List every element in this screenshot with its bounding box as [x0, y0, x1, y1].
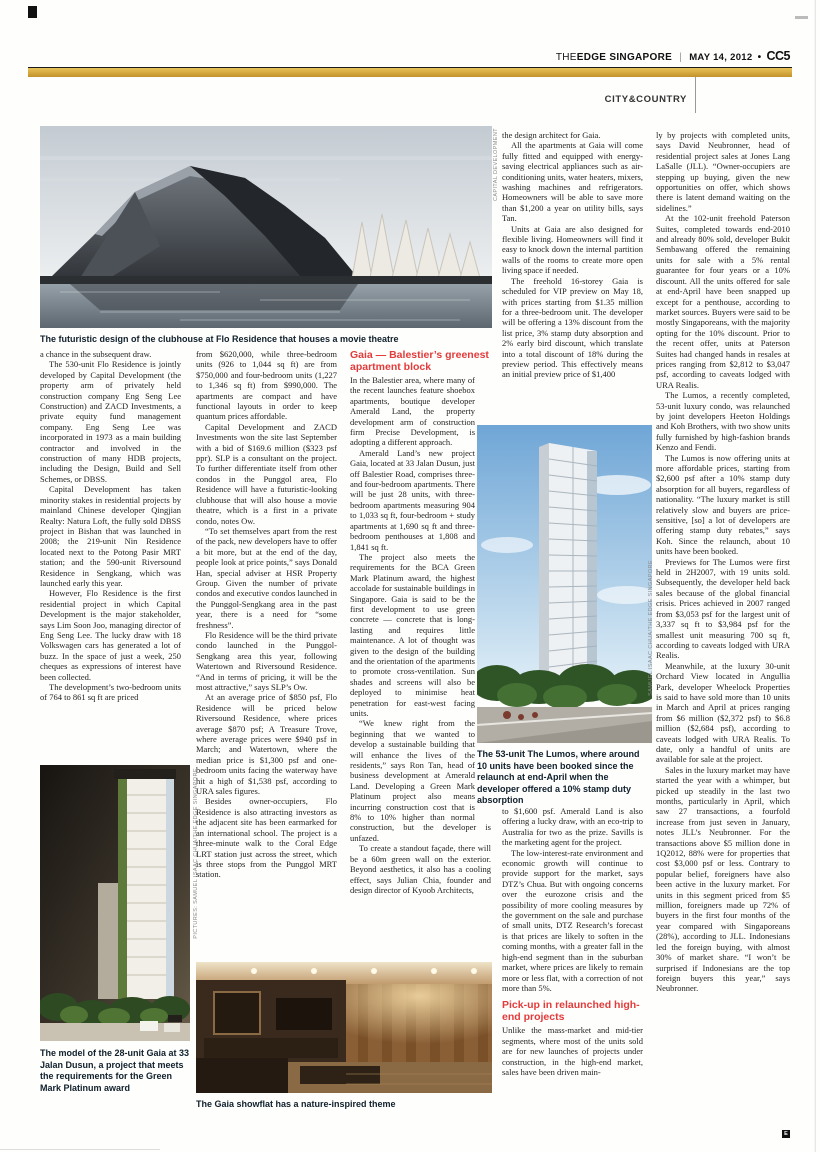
article-column-4-top — [502, 130, 643, 380]
page-code: CC5 — [766, 49, 790, 63]
end-of-article-marker: E — [782, 1130, 790, 1138]
paragraph: Previews for The Lumos were first held in 2H2007, with 19 units sold. Subsequently, the developer held back sales because of the global financial crisis. Prices achieved in 2007 ranged from $3,053 psf for the largest unit of 3,337 sq ft to $3,984 psf for the smallest unit measuring 700 sq ft, according to caveats lodged with URA Realis. — [656, 556, 790, 661]
paragraph: Meanwhile, at the luxury 30-unit Orchard View located in Angullia Park, developer Wheelock Properties is said to have sold more than 10 units in March and April at prices ranging from $6 million ($2,372 psf) to $6.8 million ($2,684 psf), according to caveats lodged with URA Realis. To date, only a handful of units are available for sale at the project. — [656, 660, 790, 765]
gaia-model-image — [40, 765, 190, 1041]
hero-photo — [40, 126, 492, 328]
pickup-subheading: Pick-up in relaunched high-end projects — [502, 999, 640, 1024]
column-3-paragraphs — [350, 375, 491, 895]
pictures-credit: PICTURES: SAMUEL ISAAC CHUA/THE EDGE SINGAPORE — [193, 768, 199, 939]
paragraph: The Lumos, a recently completed, 53-unit luxury condo, was relaunched by joint developers Heeton Holdings and Koh Brothers, with two show units fully furnished by high-fashion brands Kenzo and Fendi. — [656, 390, 790, 453]
paragraph: The freehold 16-storey Gaia is scheduled for VIP preview on May 18, with prices starting from $1.35 million for a three-bedroom unit. The developer will be offering a 13% discount from the list price, 3% stamp duty absorption and 2% early bird discount, which translate into a total discount of 18% during the preview period. This effectively means an initial preview price of $1,400 — [502, 275, 643, 380]
paragraph: However, Flo Residence is the first residential project in which Capital Development is the major stakeholder, says Lim Soon Joo, managing director of Eng Seng Lee. The lucky draw with 18 Volkswagen cars has generated a lot of buzz. In the space of just a week, 250 cheques as expressions of interest have been collected. — [40, 588, 181, 682]
paragraph: ly by projects with completed units, says David Neubronner, head of residential project sales at Jones Lang LaSalle (JLL). “Owner-occupiers are stepping up buying, given the new opportunities on offer, which shows there is latent demand waiting on the sidelines.” — [656, 130, 790, 213]
brand-region: SINGAPORE — [609, 52, 673, 63]
registration-mark — [28, 6, 37, 18]
paragraph: from $620,000, while three-bedroom units (926 to 1,044 sq ft) are from $750,000 and four-bedroom units (1,227 to 1,346 sq ft) from $990,000. The apartments are compact and have functional layouts in order to keep quantum prices affordable. — [196, 349, 337, 422]
paragraph: Besides owner-occupiers, Flo Residence is also attracting investors as the adjacent site has been earmarked for an international school. The project is a three-minute walk to the Coral Edge LRT station just across the street, which is three stops from the Punggol MRT station. — [196, 796, 337, 880]
article-column-2 — [196, 349, 337, 880]
column-4-bottom-paragraphs — [502, 1025, 643, 1077]
paragraph: a chance in the subsequent draw. — [40, 349, 152, 359]
paragraph: Sales in the luxury market may have started the year with a whimper, but picked up steadily in the last two months, particularly in April, which saw 27 transactions, a fourfold increase from just seven in January, notes JLL’s Neubronner. For the transactions above $5 million done in 1Q2012, 88% were for properties that cost $3,000 psf or less. Contrary to popular belief, foreigners have also been active in the luxury market. For units in this segment priced from $5 million, foreigners made up 72% of buyers in the first four months of the year compared with Singaporeans (28%), according to JLL. Indonesians led the foreign buying, with almost 30% of market share. “I won’t be surprised if Indonesians are the top foreign buyers this year,” says Neubronner. — [656, 764, 790, 994]
paragraph: Amerald Land’s new project Gaia, located at 33 Jalan Dusun, just off Balestier Road, comprises three- and four-bedroom apartments. There will be just 28 units, with three-bedroom apartments measuring 904 to 1,033 sq ft, four-bedroom + study apartments at 1,690 sq ft and three-bedroom penthouses at 1,808 and 1,841 sq ft. — [350, 447, 475, 552]
lumos-photo — [477, 425, 652, 743]
hero-photo-credit: CAPITAL DEVELOPMENT — [493, 128, 499, 202]
lumos-tower-image — [477, 425, 652, 743]
paragraph: to $1,600 psf. Amerald Land is also offering a lucky draw, with an eco-trip to Australia for two as the prize. Savills is the marketing agent for the project. — [502, 806, 643, 848]
paragraph: To create a standout façade, there will be a 60m green wall on the exterior. Beyond aesthetics, it also has a cooling effect, says Julian Chia, founder and design director of Kyoob Architects, — [350, 843, 491, 895]
brand-the: THE — [555, 52, 577, 63]
section-gold-bar — [28, 67, 792, 77]
showflat-caption: The Gaia showflat has a nature-inspired theme — [196, 1099, 396, 1109]
lumos-photo-credit: SAMUEL ISAAC CHUA/THE EDGE SINGAPORE — [648, 560, 654, 696]
article-column-3 — [350, 349, 491, 895]
edge-mark — [795, 16, 808, 19]
gaia-model-caption: The model of the 28-unit Gaia at 33 Jalan Dusun, a project that meets the requirements for the Green Mark Platinum award — [40, 1048, 190, 1093]
paragraph: Flo Residence will be the third private condo launched in the Punggol-Sengkang area this year, following Watertown and Riversound Residence. “And in terms of pricing, it will be the most attractive,” says SLP’s Ow. — [196, 629, 337, 692]
paragraph: Capital Development and ZACD Investments won the site last September with a bid of $169.6 million ($323 psf ppr). SLP is a consultant on the project. To further differentiate itself from other condos in the Punggol area, Flo Residence will have a futuristic-looking clubhouse that will also house a movie theatre, which is a first in a private condo, notes Ow. — [196, 421, 337, 526]
masthead-separator: | — [679, 52, 683, 63]
paragraph: The low-interest-rate environment and economic growth will continue to provide support for the market, says DTZ’s Chua. But with ongoing concerns over the eurozone crisis and the possibility of more cooling measures by the government on the sale and purchase of small units, DTZ Research’s forecast is that prices are likely to soften in the coming months, with a greater fall in the high-end segment than in the suburban market, where prices are likely to remain more or less flat, with a correction of not more than 5%. — [502, 847, 643, 993]
showflat-image — [196, 962, 492, 1093]
paragraph: the design architect for Gaia. — [502, 130, 601, 140]
paragraph: Unlike the mass-market and mid-tier segments, where most of the units sold are for new launches of projects under construction, in the high-end market, sales have been driven main- — [502, 1025, 643, 1077]
paragraph: The project also meets the requirements for the BCA Green Mark Platinum award, the highest accolade for sustainable buildings in Singapore. Gaia is said to be the first development to use green concrete — concrete that is long-lasting and requires little maintenance. A lot of thought was given to the design of the building and the orientation of the apartments to promote cross-ventilation. Sun shades and screens will also be deployed to minimise heat penetration for east-west facing units. — [350, 551, 475, 718]
page-edge-line — [0, 1149, 160, 1150]
showflat-photo — [196, 962, 492, 1093]
paragraph: The 530-unit Flo Residence is jointly developed by Capital Development (the property arm of privately held construction company Eng Seng Lee Construction) and ZACD Investments, a private equity fund management company. Eng Seng Lee was incorporated in 1973 as a main building contractor and involved in the construction of many HDB projects, including the Design, Build and Sell Schemes, or DBSS. — [40, 359, 181, 484]
paragraph: “We knew right from the beginning that we wanted to develop a sustainable building that will enhance the lives of the residents,” says Ron Tan, head of business development at Amerald Land. Developing a Green Mark Platinum project also means incurring construction cost that is 8% to 10% higher than normal construction, but the developer is unfazed. — [350, 718, 491, 843]
paragraph: “To set themselves apart from the rest of the pack, new developers have to offer a bit more, but at the end of the day, people look at price points,” says Donald Han, special adviser at HSR Property Group. Given the number of private condos and executive condos launched in the Punggol-Sengkang area in the past year, there is a need for “some freshness”. — [196, 525, 337, 630]
gaia-section-heading: Gaia — Balestier’s greenest apartment block — [350, 349, 489, 373]
paragraph: In the Balestier area, where many of the recent launches feature shoebox apartments, boutique developer Amerald Land, the property development arm of construction firm Precise Development, is adopting a different approach. — [350, 375, 475, 448]
section-divider-line — [695, 77, 696, 113]
article-column-1 — [40, 349, 181, 703]
paragraph: All the apartments at Gaia will come fully fitted and equipped with energy-saving electrical appliances such as air-conditioning units, water heaters, mixers, washing machines and refrigerators. Homeowners will be able to save more than $1,200 a year on utility bills, says Tan. — [502, 140, 643, 224]
issue-date: MAY 14, 2012 — [689, 52, 753, 63]
article-column-4-bottom — [502, 806, 643, 1077]
paragraph: Capital Development has taken minority stakes in residential projects by mainland Chinese developer Qingjian Realty: Natura Loft, the fully sold DBSS project in Bishan that was launched in 2008; the 219-unit Nin Residence located next to the Potong Pasir MRT station; and the 590-unit Riversound Residence in Sengkang, which was launched early this year. — [40, 484, 181, 588]
section-label: CITY&COUNTRY — [604, 94, 687, 105]
lumos-caption: The 53-unit The Lumos, where around 10 units have been booked since the relaunch at end-April when the developer offered a 10% stamp duty absorption — [477, 749, 640, 805]
hero-caption: The futuristic design of the clubhouse at Flo Residence that houses a movie theatre — [40, 334, 399, 344]
paragraph: Units at Gaia are also designed for flexible living. Homeowners will find it easy to knock down the internal partition walls of the rooms to create more open living space if needed. — [502, 223, 643, 276]
masthead — [40, 49, 790, 63]
paragraph: At the 102-unit freehold Paterson Suites, completed towards end-2010 and already 80% sold, developer Bukit Sembawang offered the remaining units for sale with a 5% rental guarantee for four years or a 10% discount. All the units offered for sale at end-April have been snapped up except for a penthouse, according to market sources. Buyers were said to be mostly Singaporeans, with the majority opting for the 10% discount. Prior to the recent offer, units at Paterson Suites had changed hands in resales at prices ranging from $2,812 to $3,047 psf, according to caveats lodged with URA Realis. — [656, 213, 790, 390]
brand-edge: EDGE — [576, 52, 607, 63]
paragraph: The development’s two-bedroom units of 764 to 861 sq ft are priced — [40, 682, 181, 703]
masthead-bullet: • — [757, 52, 762, 63]
paragraph: At an average price of $850 psf, Flo Residence will be priced below Riversound Residence, where prices average $870 psf; A Treasure Trove, where average prices were $940 psf in March; and Watertown, where the median price is $1,300 psf and one-bedroom units facing the waterway have hit a high of $1,538 psf, according to URA sales figures. — [196, 692, 337, 797]
clubhouse-rendering-image — [40, 126, 492, 328]
paragraph: The Lumos is now offering units at more affordable prices, starting from $2,600 psf after a 10% stamp duty absorption for all buyers, regardless of nationality. “The luxury market is still relatively slow and buyers are price-sensitive, [so] a lot of developers are offering stamp duty rebates,” says Koh. Since the relaunch, about 10 units have been booked. — [656, 452, 790, 557]
article-column-5 — [656, 130, 790, 994]
gaia-model-photo — [40, 765, 190, 1041]
column-4-mid-paragraphs — [502, 806, 643, 993]
